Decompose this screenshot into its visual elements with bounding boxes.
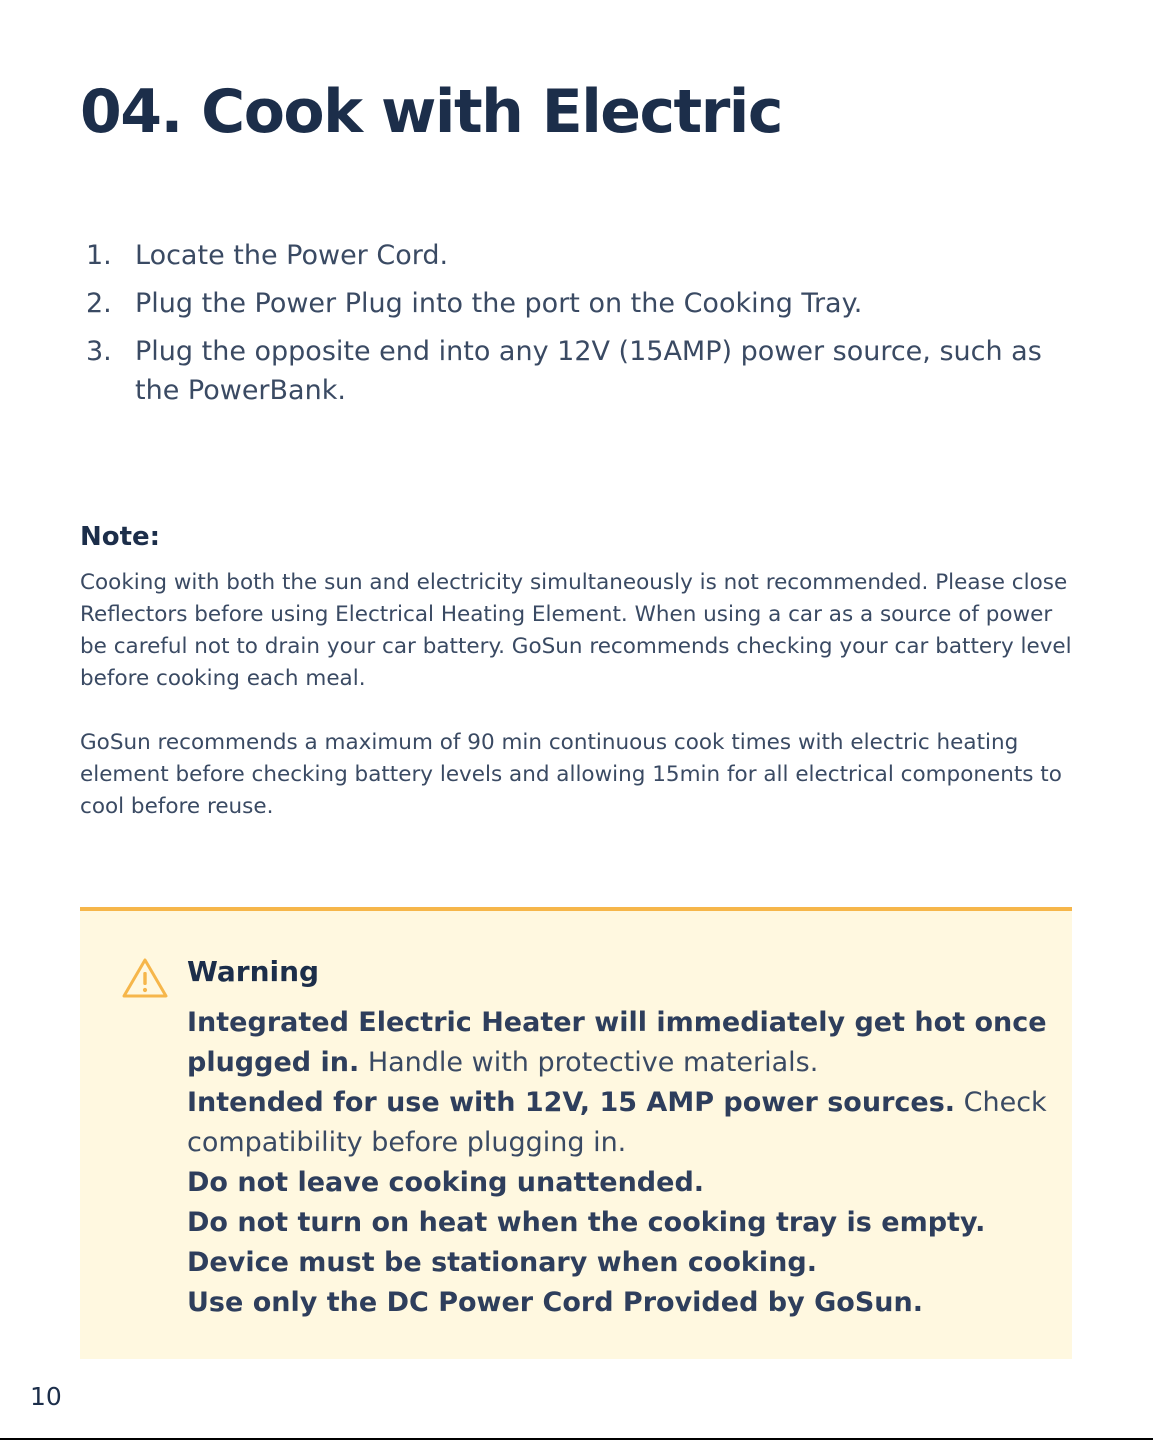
steps-list <box>80 236 1080 419</box>
warning-box <box>80 907 1072 1359</box>
warning-item-bold: Use only the DC Power Cord Provided by GoSun. <box>187 1287 923 1318</box>
warning-item <box>187 1003 1047 1083</box>
warning-item <box>187 1083 1047 1163</box>
warning-item-text: Check compatibility before plugging in. <box>187 1087 1047 1158</box>
step-number: 1. <box>86 240 112 271</box>
warning-item-bold: Intended for use with 12V, 15 AMP power sources. <box>187 1087 956 1118</box>
warning-item-bold: Do not leave cooking unattended. <box>187 1167 705 1198</box>
step-text: Plug the Power Plug into the port on the Cooking Tray. <box>135 288 863 319</box>
warning-item <box>187 1163 1047 1203</box>
list-item <box>80 236 1080 275</box>
note-paragraph-1: Cooking with both the sun and electricity simultaneously is not recommended. Please close Reflectors before using Electrical Heating Element. When using a car as a source of power be careful not to drain your car battery. GoSun recommends checking your car battery level before cooking each meal. <box>80 570 1072 691</box>
page-title: 04. Cook with Electric <box>80 77 782 147</box>
warning-item <box>187 1203 1047 1243</box>
step-number: 3. <box>86 336 112 367</box>
page-number: 10 <box>30 1382 62 1411</box>
list-item <box>80 332 1080 410</box>
step-text: Locate the Power Cord. <box>135 240 449 271</box>
note-heading: Note: <box>80 522 161 552</box>
warning-triangle-icon <box>122 957 168 999</box>
warning-item <box>187 1283 1047 1323</box>
step-number: 2. <box>86 288 112 319</box>
warning-title: Warning <box>187 955 320 988</box>
step-text: Plug the opposite end into any 12V (15AMP) power source, such as the PowerBank. <box>135 336 1042 406</box>
note-paragraph-2: GoSun recommends a maximum of 90 min continuous cook times with electric heating element before checking battery levels and allowing 15min for all electrical components to cool before reuse. <box>80 730 1062 819</box>
list-item <box>80 284 1080 323</box>
warning-item-bold: Device must be stationary when cooking. <box>187 1247 817 1278</box>
warning-list <box>187 1003 1047 1323</box>
bottom-divider <box>0 1438 1153 1440</box>
warning-item <box>187 1243 1047 1283</box>
warning-item-bold: Do not turn on heat when the cooking tray is empty. <box>187 1207 986 1238</box>
warning-item-text: Handle with protective materials. <box>359 1047 819 1078</box>
warning-item-bold: Integrated Electric Heater will immediately get hot once plugged in. <box>187 1007 1047 1078</box>
